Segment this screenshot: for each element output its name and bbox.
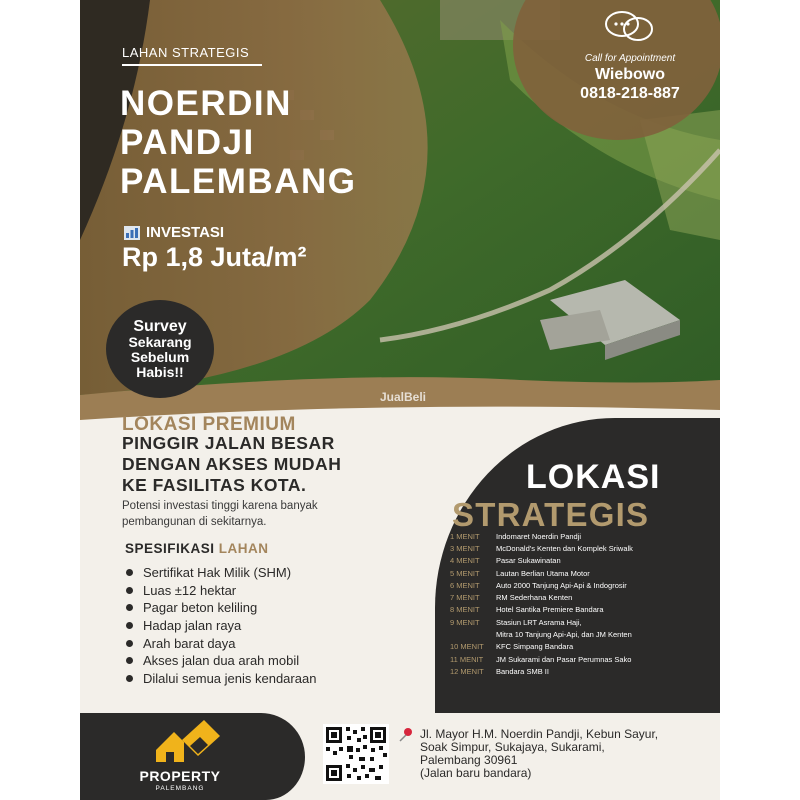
title-line-2: PANDJI: [120, 123, 255, 162]
spec-heading-dark: SPESIFIKASI: [125, 541, 215, 556]
property-flyer: [80, 0, 720, 800]
investment-label: INVESTASI: [146, 224, 225, 241]
contact-phone[interactable]: 0818-218-887: [580, 85, 680, 102]
spec-text: Dilalui semua jenis kendaraan: [143, 670, 317, 686]
pushpin-icon: [398, 727, 414, 743]
distance-place: Stasiun LRT Asrama Haji,: [496, 617, 582, 627]
investment-label-row: [124, 224, 224, 241]
distance-row: [450, 567, 700, 579]
tagline-underline: [122, 64, 262, 66]
distance-row: [450, 555, 700, 567]
distance-row: [450, 579, 700, 591]
distance-row: [450, 542, 700, 554]
distance-row: [450, 665, 700, 677]
bullet-icon: [126, 587, 133, 594]
strategis-heading: STRATEGIS: [452, 496, 650, 533]
distance-minutes: 3 MENIT: [450, 543, 480, 553]
spec-heading: [125, 541, 269, 556]
spec-item: [126, 617, 316, 635]
address-block: [420, 728, 710, 780]
distance-minutes: 6 MENIT: [450, 580, 480, 590]
survey-line-4: Habis!!: [136, 364, 184, 380]
address-line-1: Jl. Mayor H.M. Noerdin Pandji, Kebun Sayur,: [420, 727, 659, 741]
distance-minutes: 5 MENIT: [450, 568, 480, 578]
distance-minutes: 10 MENIT: [450, 642, 484, 652]
spec-text: Hadap jalan raya: [143, 618, 242, 634]
distance-row: [450, 591, 700, 603]
headline-line-1: PINGGIR JALAN BESAR: [122, 433, 335, 453]
distance-place: Auto 2000 Tanjung Api-Api & Indogrosir: [496, 580, 627, 590]
spec-text: Luas ±12 hektar: [143, 582, 237, 598]
bullet-icon: [126, 657, 133, 664]
distance-place: Lautan Berlian Utama Motor: [496, 568, 590, 578]
address-line-2: Soak Simpur, Sukajaya, Sukarami,: [420, 740, 605, 754]
watermark: JualBeli: [380, 390, 427, 404]
distance-place: Pasar Sukawinatan: [496, 556, 561, 566]
distance-place: Hotel Santika Premiere Bandara: [496, 605, 604, 615]
investment-price: Rp 1,8 Juta/m²: [122, 242, 307, 272]
bullet-icon: [126, 640, 133, 647]
spec-list: [126, 564, 316, 687]
distance-minutes: 12 MENIT: [450, 666, 484, 676]
distance-row: [450, 653, 700, 665]
distance-place: Indomaret Noerdin Pandji: [496, 531, 582, 541]
distance-row: [450, 628, 700, 640]
spec-text: Pagar beton keliling: [143, 600, 258, 616]
distance-place: Mitra 10 Tanjung Api-Api, dan JM Kenten: [496, 630, 632, 640]
address-line-4: (Jalan baru bandara): [420, 766, 532, 780]
survey-badge: [106, 300, 214, 398]
spec-item: [126, 564, 316, 582]
distance-place: McDonald's Kenten dan Komplek Sriwalk: [496, 543, 633, 553]
distance-list: [450, 530, 700, 678]
title-line-3: PALEMBANG: [120, 162, 357, 201]
spec-item: [126, 652, 316, 670]
tagline: LAHAN STRATEGIS: [122, 45, 250, 60]
spec-text: Akses jalan dua arah mobil: [143, 653, 300, 669]
brand-name: PROPERTY: [139, 768, 221, 784]
distance-row: [450, 616, 700, 628]
bar-chart-icon: [124, 226, 140, 240]
headline-line-2: DENGAN AKSES MUDAH: [122, 454, 342, 474]
distance-place: KFC Simpang Bandara: [496, 642, 574, 652]
lokasi-heading: LOKASI: [526, 458, 661, 496]
bullet-icon: [126, 622, 133, 629]
spec-text: Arah barat daya: [143, 635, 236, 651]
distance-place: JM Sukarami dan Pasar Perumnas Sako: [496, 654, 632, 664]
survey-line-1: Survey: [133, 318, 187, 335]
appointment-label: Call for Appointment: [584, 53, 676, 64]
spec-item: [126, 599, 316, 617]
distance-row: [450, 530, 700, 542]
distance-place: Bandara SMB II: [496, 666, 549, 676]
description: Potensi investasi tinggi karena banyak pembangunan di sekitarnya.: [122, 500, 318, 528]
premium-location-heading: LOKASI PREMIUM: [122, 414, 296, 435]
distance-row: [450, 604, 700, 616]
spec-text: Sertifikat Hak Milik (SHM): [143, 565, 292, 581]
contact-name: Wiebowo: [594, 66, 666, 83]
contact-box: [540, 10, 720, 103]
address-line-3: Palembang 30961: [420, 753, 518, 767]
chat-bubbles-icon: [600, 10, 660, 44]
distance-minutes: 9 MENIT: [450, 617, 480, 627]
hero-section: [80, 0, 720, 420]
distance-minutes: 8 MENIT: [450, 605, 480, 615]
bullet-icon: [126, 569, 133, 576]
bullet-icon: [126, 604, 133, 611]
distance-place: RM Sederhana Kenten: [496, 593, 573, 603]
spec-item: [126, 670, 316, 688]
bullet-icon: [126, 675, 133, 682]
title-line-1: NOERDIN: [120, 84, 292, 123]
distance-minutes: 1 MENIT: [450, 531, 480, 541]
distance-minutes: 4 MENIT: [450, 556, 480, 566]
distance-minutes: 7 MENIT: [450, 593, 480, 603]
house-logo-icon: [150, 720, 222, 764]
spec-item: [126, 582, 316, 600]
spec-item: [126, 634, 316, 652]
headline-line-3: KE FASILITAS KOTA.: [122, 475, 307, 495]
spec-heading-gold: LAHAN: [218, 541, 269, 556]
brand-subtitle: PALEMBANG: [155, 785, 205, 792]
survey-line-2: Sekarang: [128, 334, 192, 350]
distance-row: [450, 641, 700, 653]
distance-minutes: 11 MENIT: [450, 654, 484, 664]
survey-line-3: Sebelum: [130, 349, 190, 365]
qr-code-icon[interactable]: [323, 724, 389, 784]
